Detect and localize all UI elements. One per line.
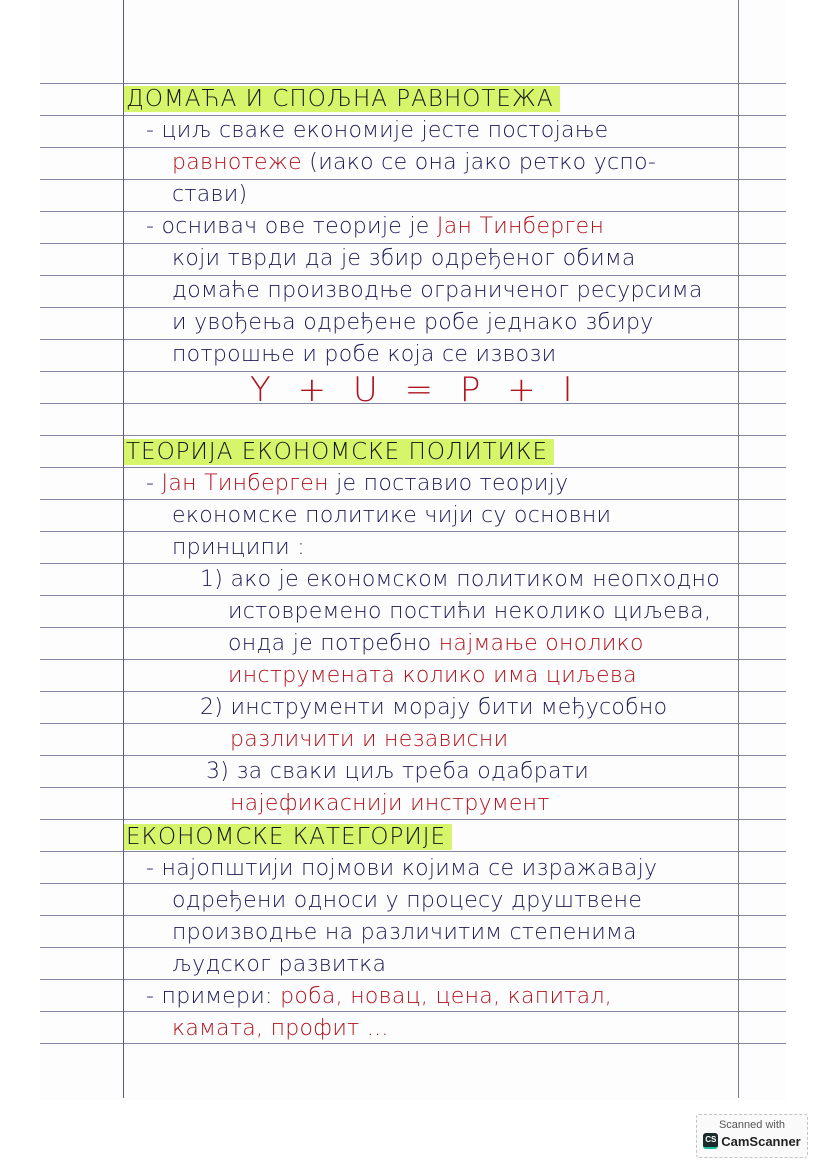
ruled-line xyxy=(40,595,786,596)
note-line: принципи : xyxy=(172,535,305,560)
note-line: потрошње и робе која се извози xyxy=(172,342,557,367)
ruled-line xyxy=(40,659,786,660)
note-line: инструмената колико има циљева xyxy=(228,663,637,688)
note-line: - циљ сваке економије јесте постојање xyxy=(146,118,609,143)
highlighted-heading-text: ТЕОРИЈА ЕКОНОМСКЕ ПОЛИТИКЕ xyxy=(124,439,554,465)
ruled-line xyxy=(40,1043,786,1044)
note-line: онда је потребно најмање онолико xyxy=(228,631,644,656)
note-line: најефикаснији инструмент xyxy=(230,791,550,816)
highlighted-heading-text: ДОМАЋА И СПОЉНА РАВНОТЕЖА xyxy=(124,86,560,112)
camscanner-logo-icon: CS xyxy=(703,1133,718,1149)
right-margin-line xyxy=(738,0,739,1098)
note-line: који тврди да је збир одређеног обима xyxy=(172,246,636,271)
ruled-line xyxy=(40,755,786,756)
note-line: истовремено постићи неколико циљева, xyxy=(228,599,712,624)
ruled-line xyxy=(40,723,786,724)
list-item: 2) инструменти морају бити међусобно xyxy=(200,695,668,720)
ruled-line xyxy=(40,531,786,532)
ruled-line xyxy=(40,979,786,980)
ruled-line xyxy=(40,435,786,436)
note-line: различити и независни xyxy=(230,727,509,752)
note-line: људског развитка xyxy=(172,952,387,977)
note-line: - Јан Тинберген је поставио теорију xyxy=(146,471,569,496)
scanned-with-label: Scanned with xyxy=(718,1119,786,1131)
ruled-line xyxy=(40,691,786,692)
note-line: производње на различитим степенима xyxy=(172,920,637,945)
note-line: камата, профит ... xyxy=(172,1016,389,1041)
list-item: 3) за сваки циљ треба одабрати xyxy=(206,759,589,784)
ruled-line xyxy=(40,179,786,180)
list-item: 1) ако је економском политиком неопходно xyxy=(200,567,720,592)
camscanner-brand: CamScanner xyxy=(721,1133,801,1149)
note-line: и увођења одређене робе једнако збиру xyxy=(172,310,654,335)
ruled-line xyxy=(40,467,786,468)
equation: Y + U = P + I xyxy=(250,370,581,410)
note-line: одређени односи у процесу друштвене xyxy=(172,888,643,913)
highlighted-heading-text: ЕКОНОМСКЕ КАТЕГОРИЈЕ xyxy=(124,824,452,850)
note-line: - примери: роба, новац, цена, капитал, xyxy=(146,984,613,1009)
note-line: економске политике чији су основни xyxy=(172,503,612,528)
camscanner-watermark xyxy=(696,1114,808,1158)
note-line: домаће производње ограниченог ресурсима xyxy=(172,278,703,303)
ruled-line xyxy=(40,819,786,820)
note-line: стави) xyxy=(172,182,248,207)
note-line: равнотеже (иако се она јако ретко успо- xyxy=(172,150,657,175)
ruled-line xyxy=(40,627,786,628)
ruled-line xyxy=(40,499,786,500)
ruled-line xyxy=(40,563,786,564)
left-margin-line xyxy=(123,0,124,1098)
ruled-line xyxy=(40,787,786,788)
note-line: - најопштији појмови којима се изражавају xyxy=(146,856,658,881)
section-heading xyxy=(124,822,452,852)
section-heading xyxy=(124,84,560,114)
section-heading xyxy=(124,437,554,467)
note-line: - оснивач ове теорије је Јан Тинберген xyxy=(146,214,605,239)
